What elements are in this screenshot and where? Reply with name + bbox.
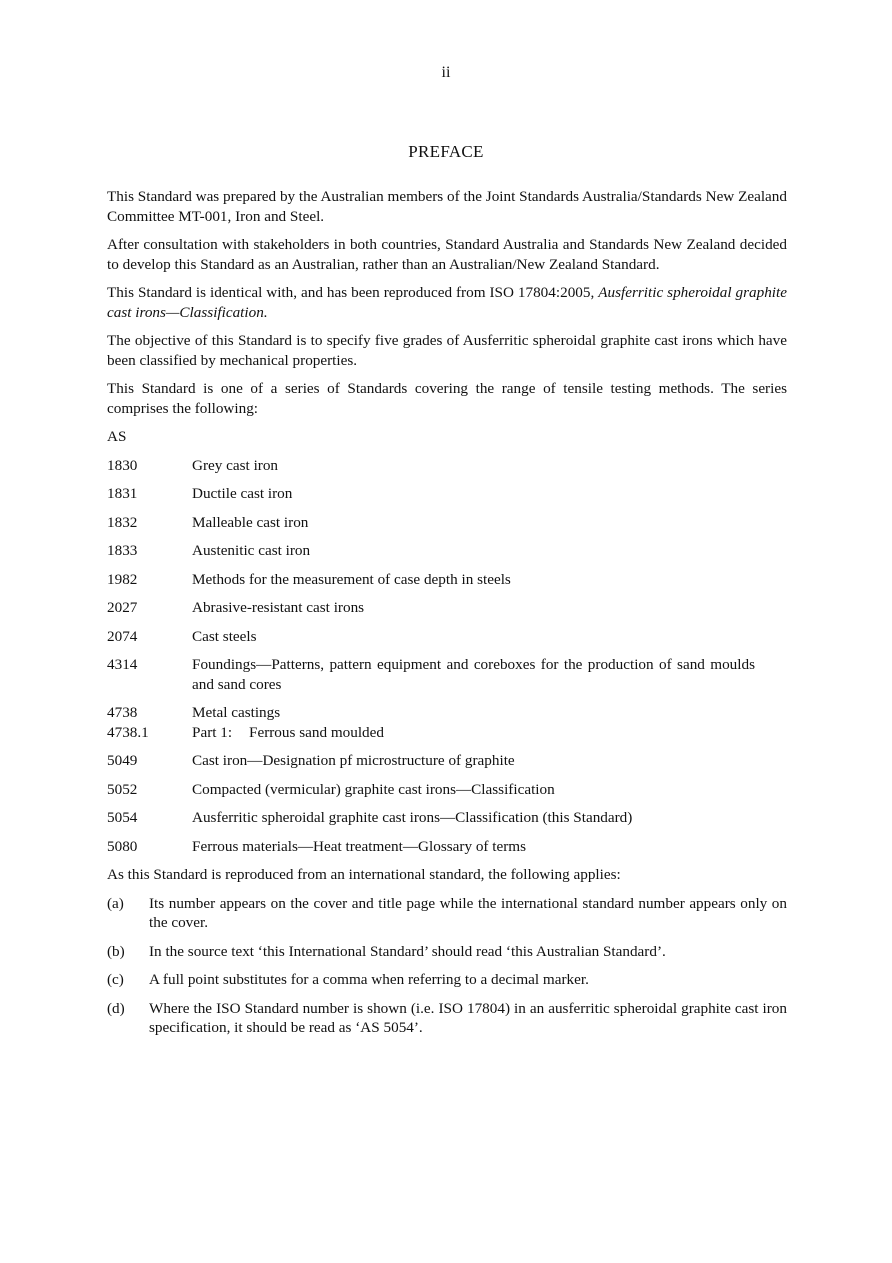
standard-title: Ferrous sand moulded [249, 723, 384, 741]
standard-number: 1982 [107, 570, 138, 588]
standard-number: 4738.1 [107, 723, 149, 741]
list-item [107, 598, 787, 618]
list-item [107, 484, 787, 504]
paragraph-series: This Standard is one of a series of Standards covering the range of tensile testing methods. The series comprises the following: [107, 380, 787, 417]
standard-number: 5049 [107, 752, 138, 769]
standard-number: 4738 [107, 704, 138, 721]
standard-title: Metal castings [192, 704, 281, 721]
list-item [107, 541, 787, 561]
standard-title: Ferrous materials—Heat treatment—Glossary of terms [192, 837, 527, 855]
standard-title: Methods for the measurement of case depth in steels [192, 570, 511, 588]
list-item [107, 627, 787, 647]
clause-text: Where the ISO Standard number is shown (i.e. ISO 17804) in an ausferritic spheroidal graphite cast iron specification, it should be read as ‘AS 5054’. [149, 999, 787, 1036]
list-item [107, 780, 787, 800]
clause-label: (d) [107, 999, 125, 1017]
standard-title: Foundings—Patterns, pattern equipment and coreboxes for the production of sand moulds and sand cores [192, 656, 755, 693]
clause-c [107, 970, 787, 990]
part-label: Part 1: [192, 723, 233, 741]
standard-title: Malleable cast iron [192, 513, 309, 531]
standard-title: Ausferritic spheroidal graphite cast irons—Classification (this Standard) [192, 809, 633, 826]
page-title: PREFACE [408, 142, 484, 161]
clause-text: A full point substitutes for a comma when referring to a decimal marker. [149, 971, 589, 988]
standard-title: Ductile cast iron [192, 485, 293, 502]
standard-title: Cast iron—Designation pf microstructure of graphite [192, 752, 515, 769]
standard-title: Cast steels [192, 627, 257, 645]
paragraph-identical-text: This Standard is identical with, and has been reproduced from ISO 17804:2005, [107, 284, 599, 301]
list-item [107, 808, 787, 828]
list-item [107, 456, 787, 476]
clause-label: (c) [107, 971, 124, 988]
clause-text: Its number appears on the cover and title page while the international standard number appears only on the cover. [149, 894, 787, 931]
standard-title: Abrasive-resistant cast irons [192, 599, 365, 616]
standard-number: 5054 [107, 809, 138, 826]
paragraph-objective: The objective of this Standard is to specify five grades of Ausferritic spheroidal graphite cast irons which have been classified by mechanical properties. [107, 332, 787, 369]
page-number: ii [441, 64, 451, 81]
paragraph-committee: This Standard was prepared by the Australian members of the Joint Standards Australia/Standards New Zealand Committee MT-001, Iron and Steel. [107, 188, 787, 225]
standard-number: 5080 [107, 837, 138, 855]
clause-b [107, 942, 787, 962]
clause-text: In the source text ‘this International Standard’ should read ‘this Australian Standard’. [149, 942, 666, 960]
clause-label: (a) [107, 894, 124, 912]
clause-a [107, 894, 787, 933]
standard-number: 2027 [107, 599, 138, 616]
clause-d [107, 999, 787, 1038]
paragraph-consultation: After consultation with stakeholders in both countries, Standard Australia and Standards New Zealand decided to develop this Standard as an Australian, rather than an Australian/New Zealand Standard. [107, 236, 787, 273]
paragraph-identical [107, 283, 787, 322]
standard-title: Austenitic cast iron [192, 542, 311, 559]
list-item [107, 837, 787, 857]
list-item [107, 751, 787, 771]
standard-number: 1833 [107, 542, 138, 559]
list-item [107, 655, 787, 694]
standard-number: 5052 [107, 780, 138, 798]
list-item [107, 570, 787, 590]
iso-title-italic: Ausferritic spheroidal graphite cast irons—Classification. [107, 284, 787, 321]
series-label: AS [107, 428, 127, 445]
preface-body [107, 187, 787, 1047]
list-item [107, 723, 787, 743]
standards-list [107, 456, 787, 857]
standard-number: 4314 [107, 656, 138, 673]
standard-number: 1831 [107, 485, 138, 502]
standard-number: 2074 [107, 627, 138, 645]
standard-title: Grey cast iron [192, 456, 279, 474]
standard-number: 1830 [107, 456, 138, 474]
clause-label: (b) [107, 942, 125, 960]
standard-part [192, 723, 787, 743]
standard-number: 1832 [107, 513, 138, 531]
standard-title: Compacted (vermicular) graphite cast irons—Classification [192, 780, 555, 798]
list-item [107, 703, 787, 723]
list-item [107, 513, 787, 533]
applies-intro: As this Standard is reproduced from an international standard, the following applies: [107, 866, 621, 883]
